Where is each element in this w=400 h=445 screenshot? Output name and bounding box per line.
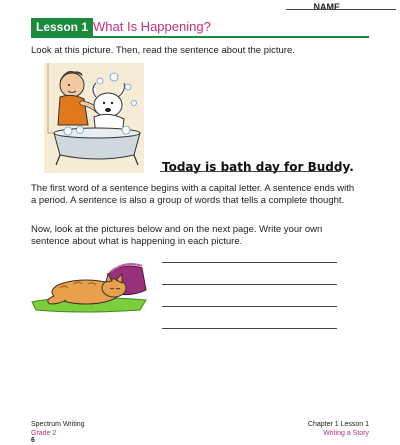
name-label: NAME [313, 2, 340, 12]
footer-subtitle: Writing a Story [323, 430, 369, 437]
lesson-title: What Is Happening? [93, 19, 211, 34]
example-sentence: Today is bath day for Buddy. [162, 160, 354, 174]
footer-grade: Grade 2 [31, 430, 57, 437]
example-sentence-line [160, 171, 340, 172]
intro-instruction: Look at this picture. Then, read the sentence about the picture. [31, 45, 295, 56]
lesson-header [31, 18, 369, 38]
sentence-explanation: The first word of a sentence begins with a capital letter. A sentence ends with a period. A sentence is also a group of words that tells a complete thought. [31, 183, 355, 206]
answer-line-2[interactable] [162, 284, 337, 285]
answer-line-1[interactable] [162, 262, 337, 263]
sleeping-cat-illustration [30, 254, 148, 314]
footer-brand: Spectrum Writing [31, 421, 85, 428]
lesson-tag: Lesson 1 [31, 18, 93, 36]
answer-line-3[interactable] [162, 306, 337, 307]
task-instruction: Now, look at the pictures below and on the next page. Write your own sentence about what is happening in each picture. [31, 224, 323, 247]
answer-line-4[interactable] [162, 328, 337, 329]
footer-left [31, 420, 85, 438]
page-number: 6 [31, 437, 35, 444]
footer-chapter: Chapter 1 Lesson 1 [307, 421, 369, 428]
footer-right [308, 420, 369, 438]
name-line[interactable] [286, 9, 396, 10]
boy-bathing-dog-illustration [44, 63, 144, 173]
